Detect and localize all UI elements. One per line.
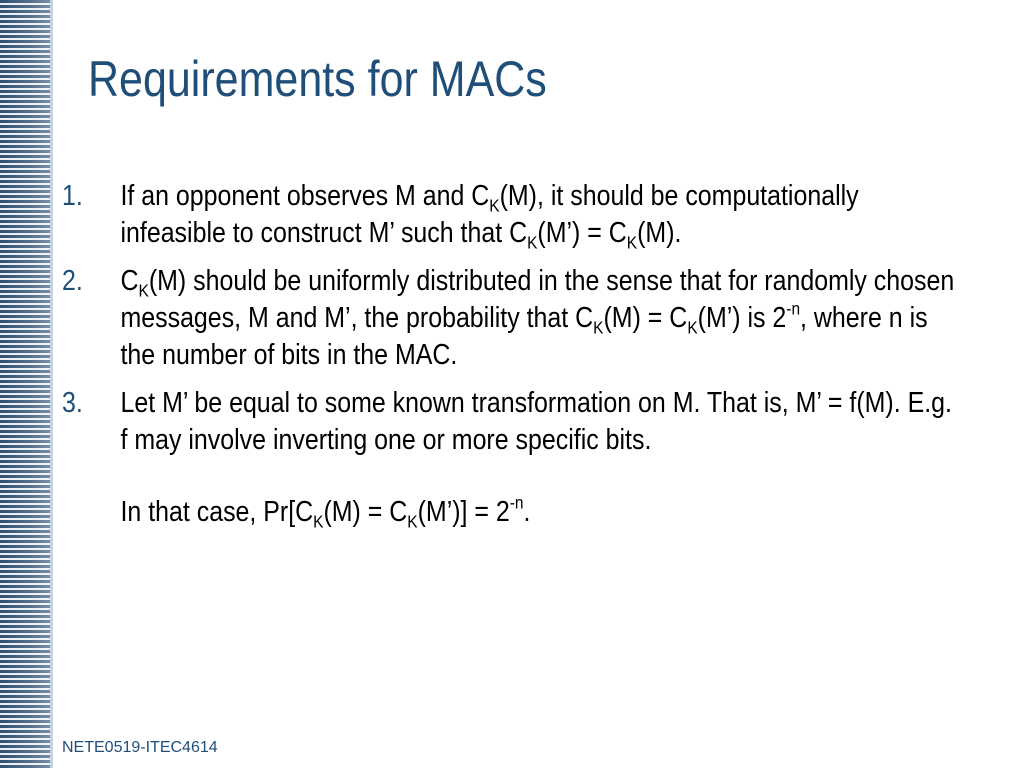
decorative-side-bar (0, 0, 50, 768)
slide-content (62, 178, 955, 532)
conclusion-text: In that case, $Pr[C_K(M)$ = $C_K(M’)] = 2^{-n}$. (120, 492, 531, 532)
list-number-3: 3. (62, 387, 83, 419)
list-item-2 (62, 263, 955, 374)
list-number-1: 1. (62, 180, 83, 212)
slide-footer: NETE0519-ITEC4614 (62, 739, 218, 756)
side-bar-edge (50, 0, 53, 768)
slide-title: Requirements for MACs (88, 51, 547, 107)
list-text-3: Let M’ be equal to some known transformation on M. That is, M’ = f(M). E.g. f may involve inverting one or more specific bits. (120, 387, 952, 456)
list-number-2: 2. (62, 265, 83, 297)
list-item-1 (62, 178, 859, 253)
list-text-1: If an opponent observes M and $C_K(M)$, it should be computationally infeasible to construct M’ such that $C_K(M’) = C_K(M)$. (120, 180, 859, 253)
list-text-2: $C_K(M)$ should be uniformly distributed in the sense that for randomly chosen messages, M and M’, the probability that $C_K(M)$ = $C_K(M’)$ is $2^{-n}$, where n is the number of bits in the MAC. (120, 265, 955, 371)
list-item-3 (62, 385, 952, 459)
